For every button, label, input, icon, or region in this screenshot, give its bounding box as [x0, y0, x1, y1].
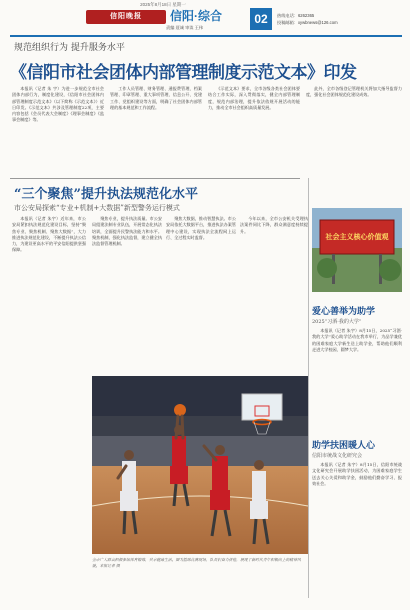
feature-headline: “三个聚焦”提升执法规范化水平: [14, 187, 198, 202]
side-article-2-subheadline: 信阳市统战文化研究会: [312, 453, 363, 459]
feature-column-1: 本报讯（记者 朱宇）近年来，市公安局紧扣执法规范化建设目标，坚持“聚焦专业、聚焦机制、聚焦大数据”，大力推进执法规范化建设，不断提升执法公信力，为建设更高水平的平安信阳提供坚强保障。: [12, 216, 86, 253]
newspaper-logo: 信阳晚报: [86, 10, 166, 24]
lead-headline: 《信阳市社会团体内部管理制度示范文本》印发: [10, 63, 357, 83]
lead-kicker: 规范组织行为 提升服务水平: [14, 43, 125, 53]
section-divider: [10, 178, 300, 179]
side-article-1-headline: 爱心善举为助学: [312, 307, 376, 317]
feature-column-4: 今年以来，全市公安机关受理执法案件同比下降，群众满意度持续提升。: [240, 216, 308, 234]
feature-subheadline: 市公安局探索“专业+机制+大数据”新型警务运行模式: [14, 204, 180, 212]
hotline-text: 热线电话：6262365: [277, 13, 315, 18]
basketball-photo: [92, 376, 308, 554]
page-number: 02: [250, 8, 272, 30]
lead-column-1: 本报讯（记者 朱 宇）为进一步规范全市社会团体内部行为，制度化建设，《信阳市社会团体内部管理制度示范文本》（以下简称《示范文本》）近日印发。《示范文本》共涉及管理制度22项，主要内容包括《会员代表大会制度》《理事会制度》《监事会制度》等。: [12, 86, 104, 123]
editor-credit: 责编 聂诚 审读 王伟: [166, 25, 203, 30]
feature-column-3: 聚焦大数据，推动智慧执法。市公安局依托大数据平台，推进执法办案管理中心建设，实现执法全流程网上运行、全过程实时监督。: [166, 216, 236, 240]
side-article-1-body: 本报讯（记者 朱宇）8月15日，2025“习酒·我的大学”爱心助学活动在我市举行，为品学兼优的困难家庭大学新生送上助学金，帮助他们顺利走进大学校园，圆梦大学。: [312, 328, 402, 352]
masthead-divider: [10, 35, 402, 37]
column-divider: [308, 178, 309, 598]
feature-column-2: 聚焦专业，提升执法质量。市公安局组建法制专业队伍，开展常态化执法培训，全面提升民警执法能力和水平。聚焦机制，强化执法监督，建立健全执法监督管理机制。: [92, 216, 162, 247]
billboard-text: 社会主义核心价值观: [325, 233, 389, 241]
lead-column-4: 此外，全市各级登记管理机关将加大指导监督力度，强化社会团体规范化建设成效。: [306, 86, 402, 98]
side-article-1-subheadline: 2025“习酒·我的大学”: [312, 319, 362, 325]
photo-caption: 全市广大群众积极参加体育锻炼，共享健康生活。图为篮球比赛现场，队员们奋力拼抢，展现了新时代青年积极向上的精神风貌。本报记者 摄: [92, 557, 301, 568]
side-article-2-headline: 助学扶困暖人心: [312, 441, 376, 451]
section-title: 信阳·综合: [170, 9, 222, 23]
email-text: 投稿邮箱：xywbnews@126.com: [277, 20, 338, 25]
lead-column-3: 《示范文本》要求，全市各级各类社会团体要结合工作实际，深入贯彻落实，健全内部管理制度，规范内部治理，提升依法依规开展活动的能力，推动全市社会组织高质量发展。: [208, 86, 300, 110]
issue-date: 2025年8月18日 星期一: [140, 2, 186, 7]
billboard-photo: [312, 208, 402, 292]
lead-column-2: 工作人员管理、财务管理、通报费管理、档案管理、印章管理、重大事项管理、信息公开、党建工作、党组织建设等方面，明确了社会团体内部管理的基本规范和工作流程。: [110, 86, 202, 110]
side-article-2-body: 本报讯（记者 朱宇）8月15日，信阳市统战文化研究会开展助学扶困活动，为困难家庭学生送去关心关爱和助学金，鼓励他们勤奋学习、报效社会。: [312, 462, 402, 486]
